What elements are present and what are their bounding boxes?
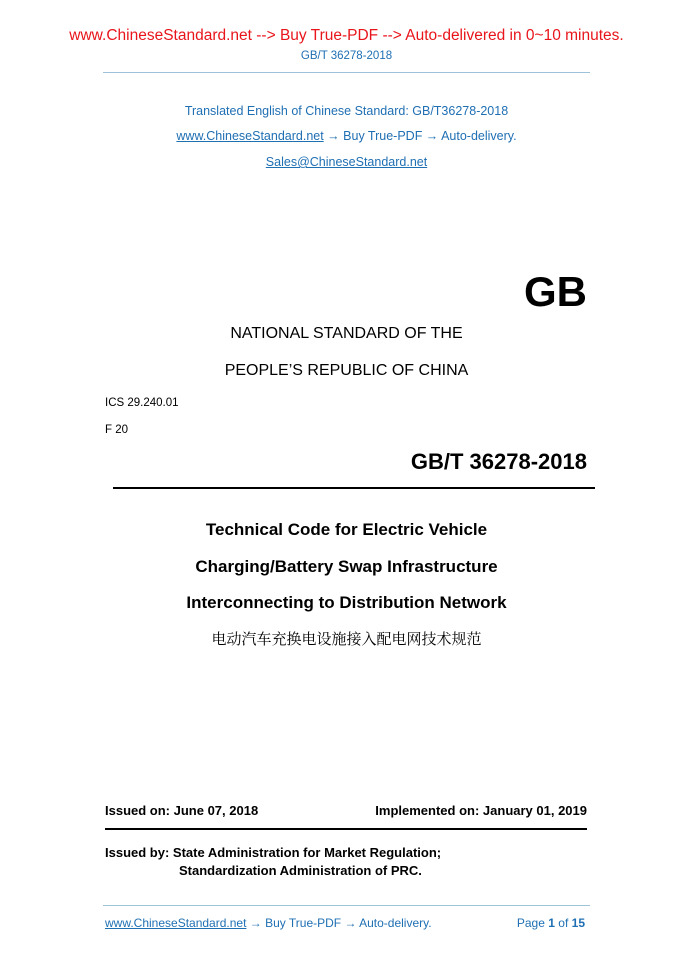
footer-purchase-line xyxy=(105,916,432,930)
ccs-code: F 20 xyxy=(105,424,129,436)
issue-divider xyxy=(105,828,587,830)
page-of: of xyxy=(558,916,569,930)
footer-purchase-text: → Buy True-PDF → Auto-delivery. xyxy=(246,916,432,930)
gb-mark: GB xyxy=(524,268,587,315)
title-divider xyxy=(113,487,595,489)
title-line3: Interconnecting to Distribution Network xyxy=(186,593,507,612)
header-doc-code: GB/T 36278-2018 xyxy=(300,50,393,62)
national-standard-line2: PEOPLE’S REPUBLIC OF CHINA xyxy=(224,362,469,379)
purchase-line xyxy=(0,129,693,143)
issued-by-line2: Standardization Administration of PRC. xyxy=(179,863,422,878)
translation-note: Translated English of Chinese Standard: GB/T36278-2018 xyxy=(184,104,509,118)
footer-divider xyxy=(103,905,590,906)
email-line xyxy=(0,155,693,169)
header-divider xyxy=(103,72,590,73)
purchase-line-text: → Buy True-PDF → Auto-delivery. xyxy=(323,129,517,143)
page-current: 1 xyxy=(548,916,555,930)
page-number xyxy=(517,916,585,930)
email-link[interactable]: Sales@ChineseStandard.net xyxy=(265,155,428,169)
issued-by-line1: Issued by: State Administration for Market Regulation; xyxy=(105,845,442,860)
implemented-on-date: Implemented on: January 01, 2019 xyxy=(375,803,587,818)
standard-code: GB/T 36278-2018 xyxy=(410,449,587,474)
page-label: Page xyxy=(516,916,545,930)
ics-code: ICS 29.240.01 xyxy=(105,397,179,409)
page-total: 15 xyxy=(571,916,585,930)
title-line2: Charging/Battery Swap Infrastructure xyxy=(195,557,498,576)
footer-website-link[interactable]: www.ChineseStandard.net xyxy=(105,916,247,930)
top-banner[interactable]: www.ChineseStandard.net --> Buy True-PDF --> Auto-delivered in 0~10 minutes. xyxy=(69,27,624,44)
issued-on-date: Issued on: June 07, 2018 xyxy=(105,803,259,818)
title-chinese: 电动汽车充换电设施接入配电网技术规范 xyxy=(211,630,482,648)
title-line1: Technical Code for Electric Vehicle xyxy=(205,520,488,539)
national-standard-line1: NATIONAL STANDARD OF THE xyxy=(230,325,463,342)
website-link[interactable]: www.ChineseStandard.net xyxy=(176,129,324,143)
